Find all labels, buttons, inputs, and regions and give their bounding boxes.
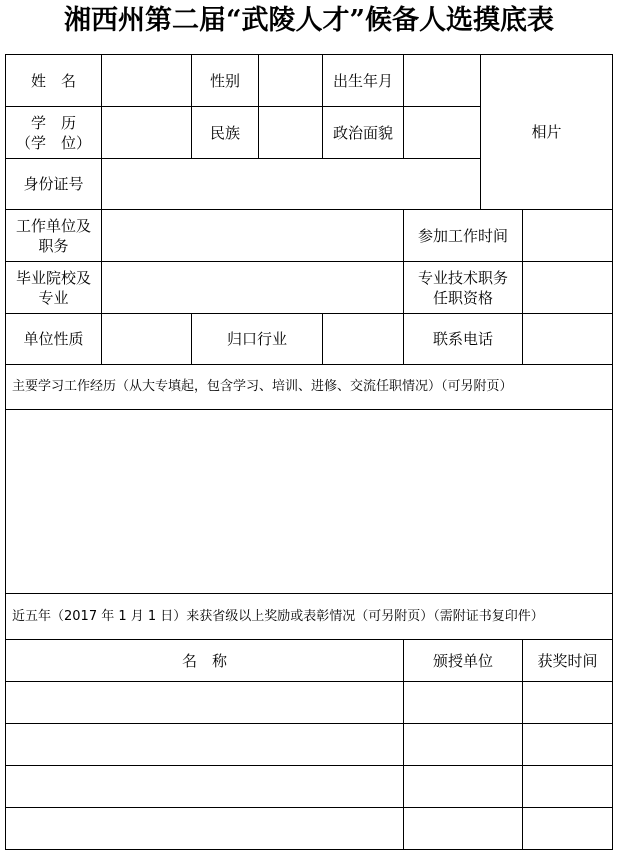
birth-field[interactable] <box>404 55 481 107</box>
name-label: 姓 名 <box>6 55 102 107</box>
table-row <box>6 724 613 766</box>
awards-header-name: 名 称 <box>6 640 404 682</box>
experience-section-header: 主要学习工作经历（从大专填起，包含学习、培训、进修、交流任职情况）（可另附页） <box>6 365 613 410</box>
award-issuer-field[interactable] <box>404 682 523 724</box>
table-row <box>6 682 613 724</box>
work-start-label: 参加工作时间 <box>404 210 523 262</box>
gender-field[interactable] <box>259 55 323 107</box>
industry-label: 归口行业 <box>192 314 323 365</box>
table-row <box>6 766 613 808</box>
name-field[interactable] <box>102 55 192 107</box>
school-label-line1: 毕业院校及 <box>15 268 91 287</box>
page-title: 湘西州第二届“武陵人才”候备人选摸底表 <box>63 5 555 36</box>
award-name-field[interactable] <box>6 808 404 850</box>
title-qualification-label-line2: 任职资格 <box>432 288 493 307</box>
photo-box[interactable]: 相片 <box>481 55 613 210</box>
id-number-field[interactable] <box>102 159 481 210</box>
birth-label: 出生年月 <box>323 55 404 107</box>
awards-section-header: 近五年（2017 年 1 月 1 日）来获省级以上奖励或表彰情况（可另附页）（需附证书复印件） <box>6 594 613 640</box>
ethnicity-field[interactable] <box>259 107 323 159</box>
phone-label: 联系电话 <box>404 314 523 365</box>
political-field[interactable] <box>404 107 481 159</box>
award-date-field[interactable] <box>523 766 613 808</box>
candidate-form-table <box>5 54 613 850</box>
ethnicity-label: 民族 <box>192 107 259 159</box>
award-date-field[interactable] <box>523 682 613 724</box>
unit-nature-field[interactable] <box>102 314 192 365</box>
gender-label: 性别 <box>192 55 259 107</box>
award-name-field[interactable] <box>6 682 404 724</box>
unit-nature-label: 单位性质 <box>6 314 102 365</box>
title-qualification-label <box>404 262 523 314</box>
phone-field[interactable] <box>523 314 613 365</box>
work-unit-label <box>6 210 102 262</box>
school-label <box>6 262 102 314</box>
school-label-line2: 专业 <box>38 288 69 307</box>
education-label <box>6 107 102 159</box>
experience-field[interactable] <box>6 410 613 594</box>
work-start-field[interactable] <box>523 210 613 262</box>
award-date-field[interactable] <box>523 808 613 850</box>
work-unit-label-line2: 职务 <box>38 236 69 255</box>
school-field[interactable] <box>102 262 404 314</box>
award-issuer-field[interactable] <box>404 766 523 808</box>
id-number-label: 身份证号 <box>6 159 102 210</box>
political-label: 政治面貌 <box>323 107 404 159</box>
education-field[interactable] <box>102 107 192 159</box>
award-name-field[interactable] <box>6 724 404 766</box>
table-row <box>6 808 613 850</box>
award-issuer-field[interactable] <box>404 724 523 766</box>
award-date-field[interactable] <box>523 724 613 766</box>
title-qualification-label-line1: 专业技术职务 <box>417 268 508 287</box>
education-label-line2: （学 位） <box>15 133 91 152</box>
award-name-field[interactable] <box>6 766 404 808</box>
industry-field[interactable] <box>323 314 404 365</box>
awards-header-date: 获奖时间 <box>523 640 613 682</box>
work-unit-field[interactable] <box>102 210 404 262</box>
work-unit-label-line1: 工作单位及 <box>15 216 91 235</box>
title-qualification-field[interactable] <box>523 262 613 314</box>
award-issuer-field[interactable] <box>404 808 523 850</box>
awards-header-issuer: 颁授单位 <box>404 640 523 682</box>
education-label-line1: 学 历 <box>30 113 76 132</box>
